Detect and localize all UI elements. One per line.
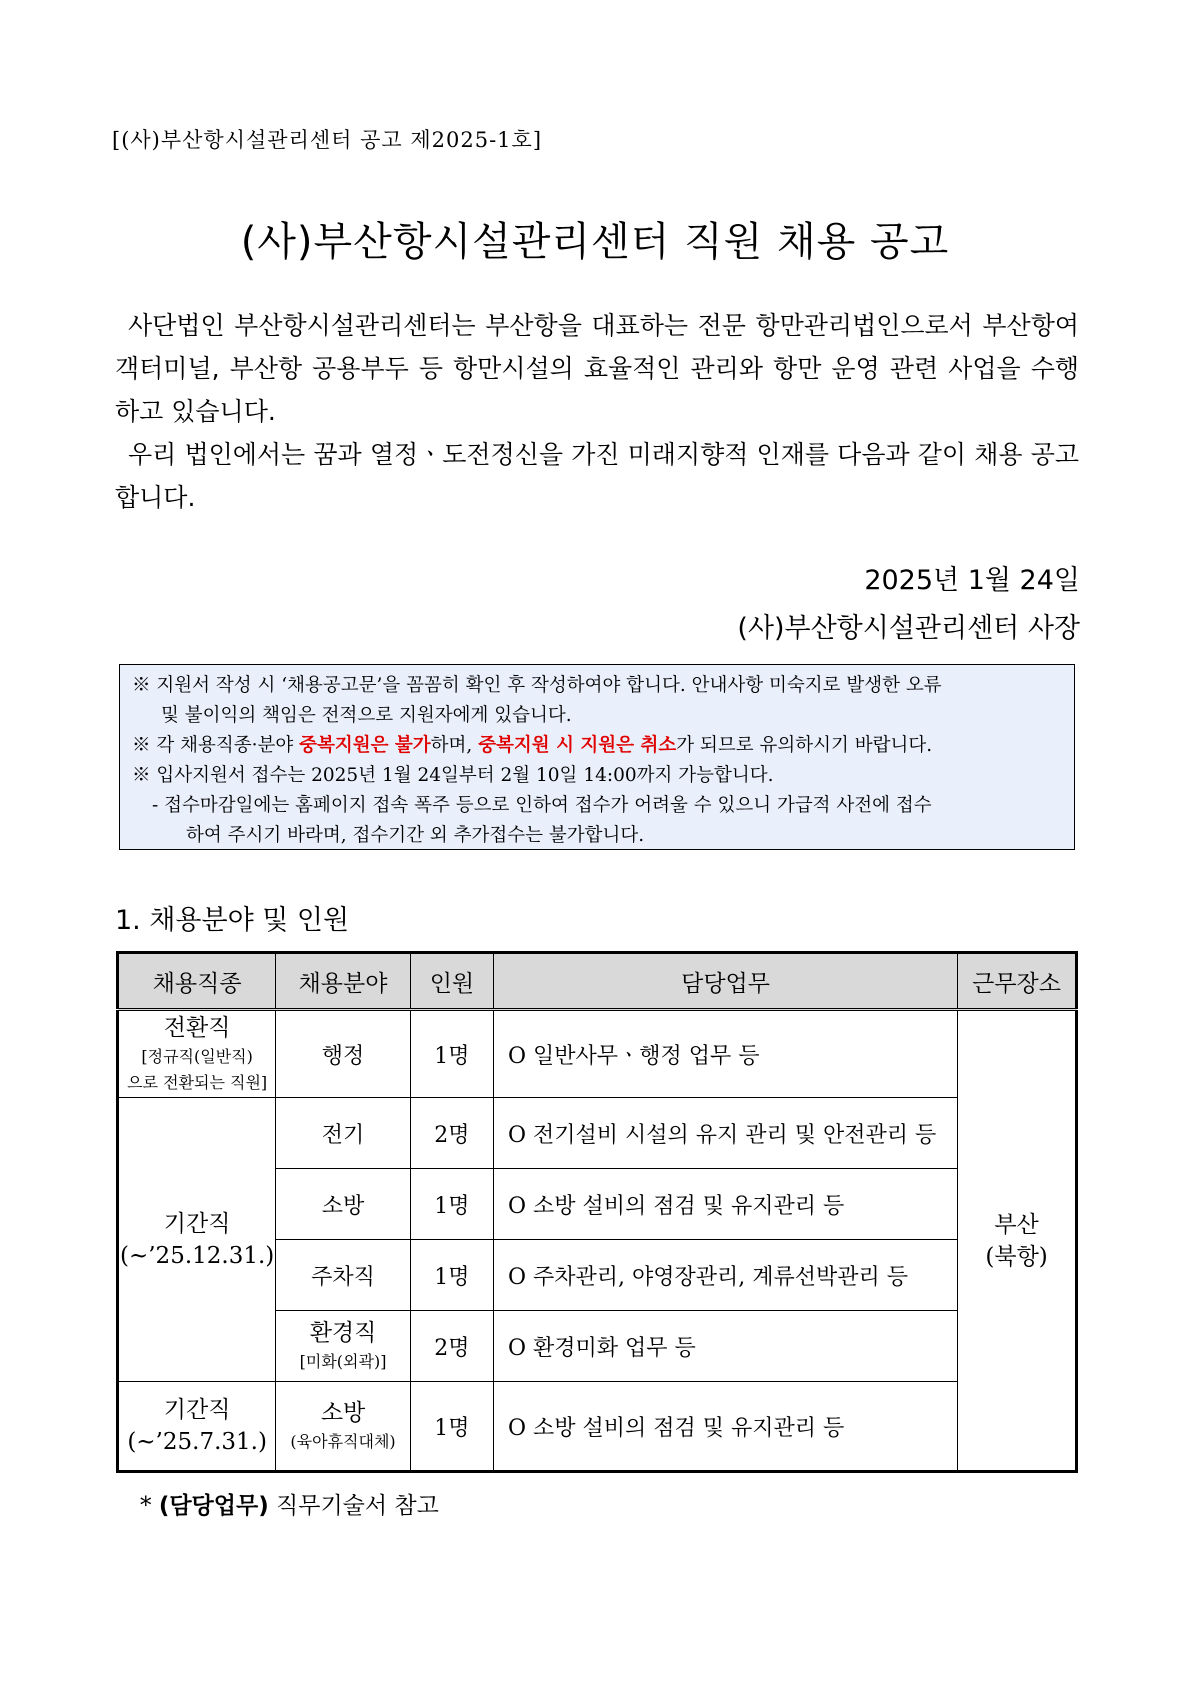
job-type-period: (~’25.12.31.) (120, 1242, 275, 1269)
notice-line-1: ※ 지원서 작성 시 ‘채용공고문’을 꼼꼼히 확인 후 작성하여야 합니다. 안내사항 미숙지로 발생한 오류 (132, 675, 942, 696)
duplicate-cancel: 중복지원 시 지원은 취소 (478, 735, 677, 756)
table-row (118, 1010, 1077, 1098)
job-type-label: 기간직 (163, 1210, 231, 1237)
table-row (118, 1382, 1077, 1472)
intro-paragraph-2: 우리 법인에서는 꿈과 열정ㆍ도전정신을 가진 미래지향적 인재를 다음과 같이 채용 공고합니다. (115, 440, 1079, 512)
notice-line-2-pre: ※ 각 채용직종·분야 (132, 735, 300, 756)
notice-line-4: - 접수마감일에는 홈페이지 접속 폭주 등으로 인하여 접수가 어려울 수 있으니 가급적 사전에 접수 (152, 795, 932, 816)
section-title-1: 1. 채용분야 및 인원 (115, 905, 350, 936)
intro-text (115, 304, 1079, 519)
duty-cell: O 일반사무ㆍ행정 업무 등 (494, 1010, 958, 1098)
duty-cell: O 전기설비 시설의 유지 관리 및 안전관리 등 (494, 1098, 958, 1169)
job-type-label: 기간직 (163, 1397, 231, 1423)
footnote (140, 1487, 439, 1520)
job-type-fixed-term-1 (118, 1098, 276, 1382)
field-cell (276, 1311, 411, 1382)
field-label: 환경직 (309, 1320, 377, 1346)
notice-line-3: ※ 입사지원서 접수는 2025년 1월 24일부터 2월 10일 14:00까지 가능합니다. (132, 765, 774, 786)
field-note: (육아휴직대체) (290, 1432, 396, 1451)
location-cell (958, 1010, 1077, 1472)
header-field: 채용분야 (276, 953, 411, 1010)
intro-paragraph-1: 사단법인 부산항시설관리센터는 부산항을 대표하는 전문 항만관리법인으로서 부산항여객터미널, 부산항 공용부두 등 항만시설의 효율적인 관리와 항만 운영 관련 사업을 수행하고 있습니다. (115, 311, 1079, 426)
job-type-conversion (118, 1010, 276, 1098)
footnote-prefix: * (140, 1493, 159, 1519)
header-duty: 담당업무 (494, 953, 958, 1010)
table-row (118, 1098, 1077, 1169)
location-label: 부산 (994, 1211, 1039, 1238)
header-location: 근무장소 (958, 953, 1077, 1010)
notice-line-2-mid: 하며, (430, 735, 479, 756)
signatory: (사)부산항시설관리센터 사장 (737, 613, 1080, 644)
header-job-type: 채용직종 (118, 953, 276, 1010)
job-type-label: 전환직 (163, 1015, 231, 1041)
field-cell: 주차직 (276, 1240, 411, 1311)
field-cell (276, 1382, 411, 1472)
footnote-bold: (담당업무) (158, 1493, 269, 1519)
field-cell: 소방 (276, 1169, 411, 1240)
notice-line-4-cont: 하여 주시기 바라며, 접수기간 외 추가접수는 불가합니다. (186, 825, 645, 846)
job-type-note-2: 으로 전환되는 직원] (127, 1073, 268, 1092)
location-sub: (북항) (985, 1243, 1048, 1270)
field-label: 소방 (320, 1400, 366, 1426)
duty-cell: O 소방 설비의 점검 및 유지관리 등 (494, 1382, 958, 1472)
count-cell: 1명 (410, 1169, 493, 1240)
count-cell: 2명 (410, 1311, 493, 1382)
job-type-fixed-term-2 (118, 1382, 276, 1472)
notice-line-2-post: 가 되므로 유의하시기 바랍니다. (676, 735, 933, 756)
duty-cell: O 주차관리, 야영장관리, 계류선박관리 등 (494, 1240, 958, 1311)
notice-number: [(사)부산항시설관리센터 공고 제2025-1호] (112, 128, 543, 152)
field-cell: 행정 (276, 1010, 411, 1098)
footnote-text: 직무기술서 참고 (268, 1493, 439, 1519)
job-type-note-1: [정규직(일반직) (141, 1047, 253, 1066)
page-title: (사)부산항시설관리센터 직원 채용 공고 (240, 219, 950, 265)
duplicate-not-allowed: 중복지원은 불가 (299, 735, 431, 756)
duty-cell: O 환경미화 업무 등 (494, 1311, 958, 1382)
count-cell: 2명 (410, 1098, 493, 1169)
notice-line-1-cont: 및 불이익의 책임은 전적으로 지원자에게 있습니다. (161, 705, 572, 726)
notice-box (119, 664, 1075, 850)
field-note: [미화(외곽)] (299, 1352, 387, 1371)
duty-cell: O 소방 설비의 점검 및 유지관리 등 (494, 1169, 958, 1240)
recruitment-table (116, 951, 1078, 1473)
notice-date: 2025년 1월 24일 (864, 565, 1080, 596)
job-type-period: (~’25.7.31.) (127, 1429, 267, 1455)
table-header-row (118, 953, 1077, 1010)
count-cell: 1명 (410, 1010, 493, 1098)
notice-line-2 (132, 731, 1064, 761)
count-cell: 1명 (410, 1382, 493, 1472)
count-cell: 1명 (410, 1240, 493, 1311)
field-cell: 전기 (276, 1098, 411, 1169)
header-count: 인원 (410, 953, 493, 1010)
